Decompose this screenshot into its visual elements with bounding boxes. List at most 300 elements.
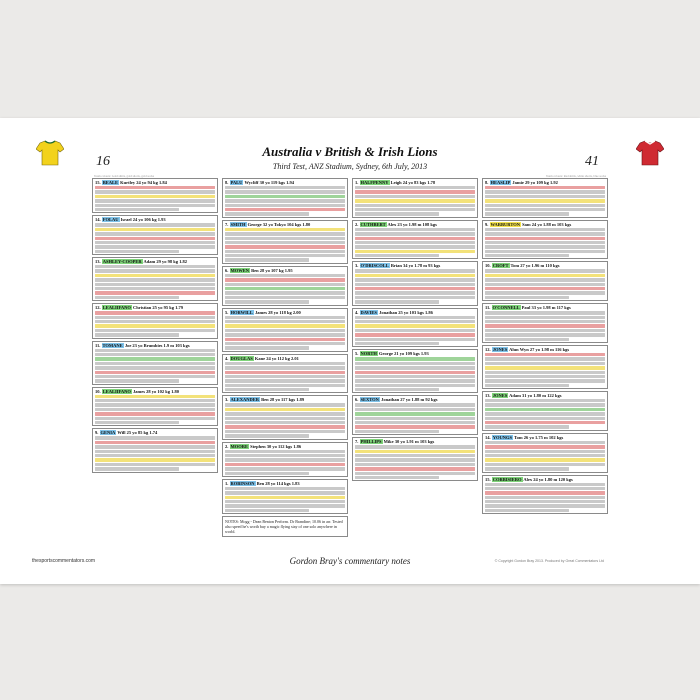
player-surname: LEALIIFANO: [102, 388, 131, 394]
note-line: [485, 278, 605, 281]
note-line: [225, 204, 345, 207]
note-line: [225, 509, 309, 512]
note-line: [485, 232, 605, 235]
note-line: [355, 199, 475, 202]
note-line: [225, 250, 345, 253]
note-line: [225, 388, 309, 391]
column-lions-backs: [482, 178, 608, 556]
note-line: [485, 412, 605, 415]
player-surname: JONES: [492, 393, 508, 399]
player-block: [92, 215, 218, 255]
note-line: [355, 445, 475, 448]
player-number: 15.: [485, 476, 491, 482]
commentary-notes-footer: Gordon Bray's commentary notes: [289, 556, 411, 566]
player-header: [355, 263, 475, 268]
player-details: Israel 24 yo 106 kg 1.93: [120, 217, 166, 223]
note-line: [485, 195, 605, 198]
player-surname: ALEXANDER: [230, 397, 260, 403]
note-line: [355, 250, 475, 253]
note-line: [355, 329, 475, 332]
player-header: [485, 393, 605, 398]
note-line: [355, 333, 475, 336]
player-block: [352, 308, 478, 348]
player-surname: O'DRISCOLL: [360, 263, 389, 269]
player-header: [485, 347, 605, 352]
note-line: [485, 329, 605, 332]
note-line: [225, 430, 345, 433]
player-header: [485, 477, 605, 482]
player-header: [95, 343, 215, 348]
note-line: [225, 384, 345, 387]
note-line: [95, 371, 215, 374]
note-line: [355, 375, 475, 378]
player-header: [355, 439, 475, 444]
note-line: [95, 228, 215, 231]
player-number: 6.: [225, 267, 229, 273]
note-line: [485, 504, 605, 507]
note-line: [225, 254, 345, 257]
note-line: [225, 375, 345, 378]
note-line: [225, 342, 345, 345]
note-line: [485, 237, 605, 240]
player-surname: NORTH: [360, 351, 377, 357]
note-line: [225, 278, 345, 281]
player-header: [355, 310, 475, 315]
player-block: [222, 266, 348, 306]
note-line: [485, 375, 605, 378]
page-number-left: 16: [96, 154, 110, 169]
player-number: 2.: [225, 443, 229, 449]
player-number: 7.: [225, 221, 229, 227]
note-line: [355, 300, 439, 303]
note-line: [225, 291, 345, 294]
player-details: Ben 28 yo 117 kgs 1.89: [261, 397, 305, 403]
note-line: [95, 245, 215, 248]
player-details: Paul 33 yo 1.98 m 117 kgs: [521, 305, 571, 311]
note-line: [485, 291, 605, 294]
note-line: [95, 232, 215, 235]
website-footer: thesportscommentators.com: [32, 558, 96, 564]
player-header: [225, 481, 345, 486]
player-notes-grid: [92, 178, 608, 556]
player-header: [95, 217, 215, 222]
note-line: [355, 296, 475, 299]
player-details: Will 25 yo 85 kg 1.74: [117, 430, 158, 436]
player-surname: JONES: [492, 346, 508, 352]
note-line: [225, 237, 345, 240]
player-block: [222, 178, 348, 218]
note-line: [225, 241, 345, 244]
note-line: [95, 237, 215, 240]
player-surname: ASHLEY-COOPER: [102, 259, 142, 265]
note-line: [225, 320, 345, 323]
player-surname: LEALIIFANO: [102, 305, 131, 311]
player-number: 15.: [95, 180, 101, 185]
note-line: [95, 250, 179, 253]
note-line: [355, 454, 475, 457]
player-block: [352, 437, 478, 481]
player-block: [482, 475, 608, 515]
note-line: [95, 291, 215, 294]
note-line: [355, 278, 475, 281]
column-australia-backs: [92, 178, 218, 556]
note-line: [485, 441, 605, 444]
note-line: [485, 463, 605, 466]
note-line: [225, 412, 345, 415]
player-header: [225, 222, 345, 227]
note-line: [485, 425, 569, 428]
note-line: [225, 408, 345, 411]
note-line: [355, 472, 475, 475]
player-block: [92, 257, 218, 301]
match-subtitle: Third Test, ANZ Stadium, Sydney, 6th July, 2013: [272, 162, 428, 171]
note-line: [355, 232, 475, 235]
note-line: [485, 324, 605, 327]
note-line: [95, 399, 215, 402]
note-line: [355, 324, 475, 327]
note-line: [355, 342, 439, 345]
note-line: [355, 204, 475, 207]
player-surname: CROFT: [492, 263, 509, 269]
player-block: [352, 220, 478, 260]
player-number: 12.: [485, 346, 491, 352]
note-line: [95, 375, 215, 378]
player-details: Jamie 29 yo 109 kg 1.92: [512, 180, 558, 185]
note-line: [485, 483, 605, 486]
note-line: [355, 195, 475, 198]
player-header: [225, 444, 345, 449]
player-block: [92, 341, 218, 385]
note-line: [355, 458, 475, 461]
note-line: [225, 195, 345, 198]
player-details: Leigh 24 yo 83 kgs 1.78: [390, 180, 436, 185]
player-number: 12.: [95, 305, 101, 311]
player-header: [355, 397, 475, 402]
player-details: Brian 34 yo 1.78 m 93 kgs: [390, 263, 441, 269]
note-line: [225, 300, 309, 303]
player-surname: YOUNGS: [492, 434, 513, 440]
note-line: [225, 212, 309, 215]
note-line: [485, 500, 605, 503]
note-line: [95, 445, 215, 448]
player-number: 5.: [225, 309, 229, 315]
player-block: [482, 220, 608, 260]
player-header: [225, 397, 345, 402]
player-details: Wycliff 30 yo 119 kgs 1.94: [244, 180, 295, 185]
player-details: Adam 29 yo 98 kg 1.82: [143, 259, 187, 265]
player-block: [222, 442, 348, 477]
note-line: [485, 186, 605, 189]
player-details: Alun Wyn 27 yo 1.98 m 116 kgs: [509, 346, 570, 352]
player-header: [225, 268, 345, 273]
note-line: [355, 476, 439, 479]
player-details: Sam 24 yo 1.88 m 103 kgs: [522, 221, 572, 227]
player-number: 1.: [225, 480, 229, 486]
player-number: 8.: [485, 180, 489, 185]
note-line: [355, 388, 439, 391]
note-line: [485, 311, 605, 314]
player-number: 11.: [485, 305, 491, 311]
player-header: [485, 222, 605, 227]
note-line: [485, 384, 569, 387]
player-number: 10.: [485, 263, 491, 269]
note-line: [355, 417, 475, 420]
player-header: [485, 305, 605, 310]
player-block: [352, 178, 478, 218]
note-line: [95, 204, 215, 207]
note-line: [95, 278, 215, 281]
player-number: 3.: [355, 263, 359, 269]
note-line: [95, 353, 215, 356]
note-line: [225, 228, 345, 231]
player-number: 14.: [485, 434, 491, 440]
player-header: [95, 180, 215, 185]
player-surname: DOUGLAS: [230, 355, 253, 361]
note-line: [485, 408, 605, 411]
player-number: 7.: [355, 439, 359, 445]
player-header: [355, 351, 475, 356]
note-line: [225, 245, 345, 248]
note-line: [355, 408, 475, 411]
note-line: [95, 395, 215, 398]
player-block: [92, 303, 218, 338]
note-line: [225, 338, 345, 341]
note-line: [95, 186, 215, 189]
player-number: 5.: [355, 351, 359, 357]
note-line: [225, 362, 345, 365]
note-line: [485, 445, 605, 448]
note-line: [485, 338, 569, 341]
note-line: [225, 472, 309, 475]
note-line: [95, 329, 215, 332]
commentary-sheet: [0, 118, 700, 584]
note-line: [225, 454, 345, 457]
note-line: [95, 412, 215, 415]
note-line: [95, 357, 215, 360]
player-block: [482, 433, 608, 473]
note-line: [355, 320, 475, 323]
note-line: [355, 269, 475, 272]
note-line: [485, 241, 605, 244]
note-line: [225, 467, 345, 470]
player-surname: BEALE: [102, 180, 119, 185]
player-header: [485, 180, 605, 185]
player-surname: DAVIES: [360, 309, 377, 315]
note-line: [225, 287, 345, 290]
player-surname: MOWEN: [230, 267, 249, 273]
note-line: [355, 237, 475, 240]
note-line: [225, 458, 345, 461]
note-line: [95, 349, 215, 352]
player-details: Joe 23 yo Brumbies 1.9 m 103 kgs: [124, 342, 190, 348]
note-line: [485, 403, 605, 406]
player-block: [222, 479, 348, 514]
note-line: [95, 320, 215, 323]
note-line: [225, 487, 345, 490]
player-surname: TOMANE: [102, 342, 123, 348]
player-block: [222, 395, 348, 439]
note-line: [485, 190, 605, 193]
player-surname: HORWILL: [230, 309, 253, 315]
player-surname: PALU: [230, 180, 243, 185]
note-line: [95, 441, 215, 444]
note-line: [485, 421, 605, 424]
note-line: [485, 199, 605, 202]
player-number: 11.: [95, 342, 101, 348]
player-block: [92, 387, 218, 427]
player-details: Ben 28 yo 107 kg 1.95: [251, 267, 293, 273]
note-line: [225, 379, 345, 382]
player-details: Kurtley 24 yo 94 kg 1.84: [120, 180, 167, 185]
note-line: [225, 190, 345, 193]
note-line: [485, 320, 605, 323]
team-colours-right: Team colours: Red shirts, white shorts, blue socks: [545, 174, 606, 178]
note-line: [355, 412, 475, 415]
note-line: [95, 366, 215, 369]
note-line: [485, 450, 605, 453]
note-line: [95, 463, 215, 466]
note-line: [485, 333, 605, 336]
note-line: [225, 425, 345, 428]
note-line: [485, 467, 569, 470]
player-surname: CORBISIERO: [492, 476, 522, 482]
note-line: [485, 283, 605, 286]
note-line: [225, 346, 309, 349]
note-line: [95, 283, 215, 286]
note-line: [95, 324, 215, 327]
note-line: [355, 467, 475, 470]
note-line: [355, 208, 475, 211]
note-line: [95, 195, 215, 198]
player-header: [485, 263, 605, 268]
match-title: Australia v British & Irish Lions: [262, 144, 438, 159]
note-line: [95, 241, 215, 244]
note-line: [225, 463, 345, 466]
player-block: [482, 178, 608, 218]
note-line: [95, 379, 179, 382]
note-line: [355, 379, 475, 382]
note-line: [355, 362, 475, 365]
note-line: [225, 333, 345, 336]
note-line: [355, 425, 475, 428]
player-surname: ROBINSON: [230, 480, 255, 486]
player-number: 9.: [485, 221, 489, 227]
note-line: [485, 371, 605, 374]
note-line: [95, 296, 179, 299]
player-header: [95, 305, 215, 310]
player-surname: MOORE: [230, 443, 248, 449]
note-line: [355, 241, 475, 244]
note-line: [95, 311, 215, 314]
note-line: [355, 190, 475, 193]
note-line: [95, 223, 215, 226]
note-line: [485, 362, 605, 365]
player-number: 9.: [95, 430, 99, 436]
note-line: [485, 357, 605, 360]
note-line: [225, 199, 345, 202]
note-line: [95, 316, 215, 319]
note-line: [485, 274, 605, 277]
note-line: [355, 371, 475, 374]
note-line: [355, 245, 475, 248]
note-line: [95, 403, 215, 406]
player-block: [222, 308, 348, 352]
copyright-footer: © Copyright Gordon Bray 2013. Produced by Great Commentators Ltd: [494, 559, 604, 563]
player-number: 13.: [485, 393, 491, 399]
player-block: [482, 391, 608, 431]
note-line: [485, 353, 605, 356]
player-block: [482, 345, 608, 389]
player-details: Jonathan 25 yo 103 kgs 1.86: [379, 309, 433, 315]
note-line: [485, 250, 605, 253]
note-line: [485, 316, 605, 319]
player-header: [355, 222, 475, 227]
note-line: [225, 417, 345, 420]
note-line: [355, 463, 475, 466]
note-line: [95, 408, 215, 411]
note-line: [225, 500, 345, 503]
player-header: [485, 435, 605, 440]
note-line: [225, 324, 345, 327]
player-number: 4.: [225, 355, 229, 361]
page-number-right: 41: [585, 154, 599, 169]
note-line: [355, 366, 475, 369]
note-line: [355, 430, 439, 433]
note-line: [485, 379, 605, 382]
note-line: [355, 228, 475, 231]
player-number: 14.: [95, 217, 101, 223]
player-details: George 32 yo Tokyo 104 kgs 1.80: [247, 221, 311, 227]
note-line: [225, 421, 345, 424]
note-line: [355, 283, 475, 286]
note-line: [355, 357, 475, 360]
player-block: [92, 178, 218, 213]
player-block: [352, 395, 478, 435]
player-surname: SMITH: [230, 221, 246, 227]
note-line: [485, 212, 569, 215]
note-line: [225, 371, 345, 374]
note-line: [95, 436, 215, 439]
note-line: [485, 509, 569, 512]
note-line: [225, 450, 345, 453]
note-line: [95, 458, 215, 461]
player-block: [222, 354, 348, 394]
player-number: 1.: [355, 180, 359, 185]
note-line: [225, 258, 309, 261]
note-line: [95, 190, 215, 193]
note-line: [355, 212, 439, 215]
note-line: [485, 228, 605, 231]
player-header: [95, 389, 215, 394]
note-line: [485, 496, 605, 499]
player-details: Alex 24 yo 1.80 m 120 kgs: [523, 476, 573, 482]
note-line: [355, 291, 475, 294]
player-surname: FOLAU: [102, 217, 119, 223]
note-line: [355, 287, 475, 290]
note-line: [355, 316, 475, 319]
player-details: Jonathan 27 yo 1.88 m 92 kgs: [381, 397, 438, 403]
note-line: [355, 186, 475, 189]
player-number: 4.: [355, 309, 359, 315]
note-line: [485, 254, 569, 257]
player-details: Tom 27 yo 1.96 m 110 kgs: [510, 263, 560, 269]
player-details: Ben 28 yo 114 kgs 1.83: [256, 480, 300, 486]
player-number: 2.: [355, 221, 359, 227]
note-line: [355, 254, 439, 257]
player-header: [225, 180, 345, 185]
player-surname: PHILLIPS: [360, 439, 382, 445]
player-details: Adam 31 yo 1.80 m 122 kgs: [509, 393, 562, 399]
